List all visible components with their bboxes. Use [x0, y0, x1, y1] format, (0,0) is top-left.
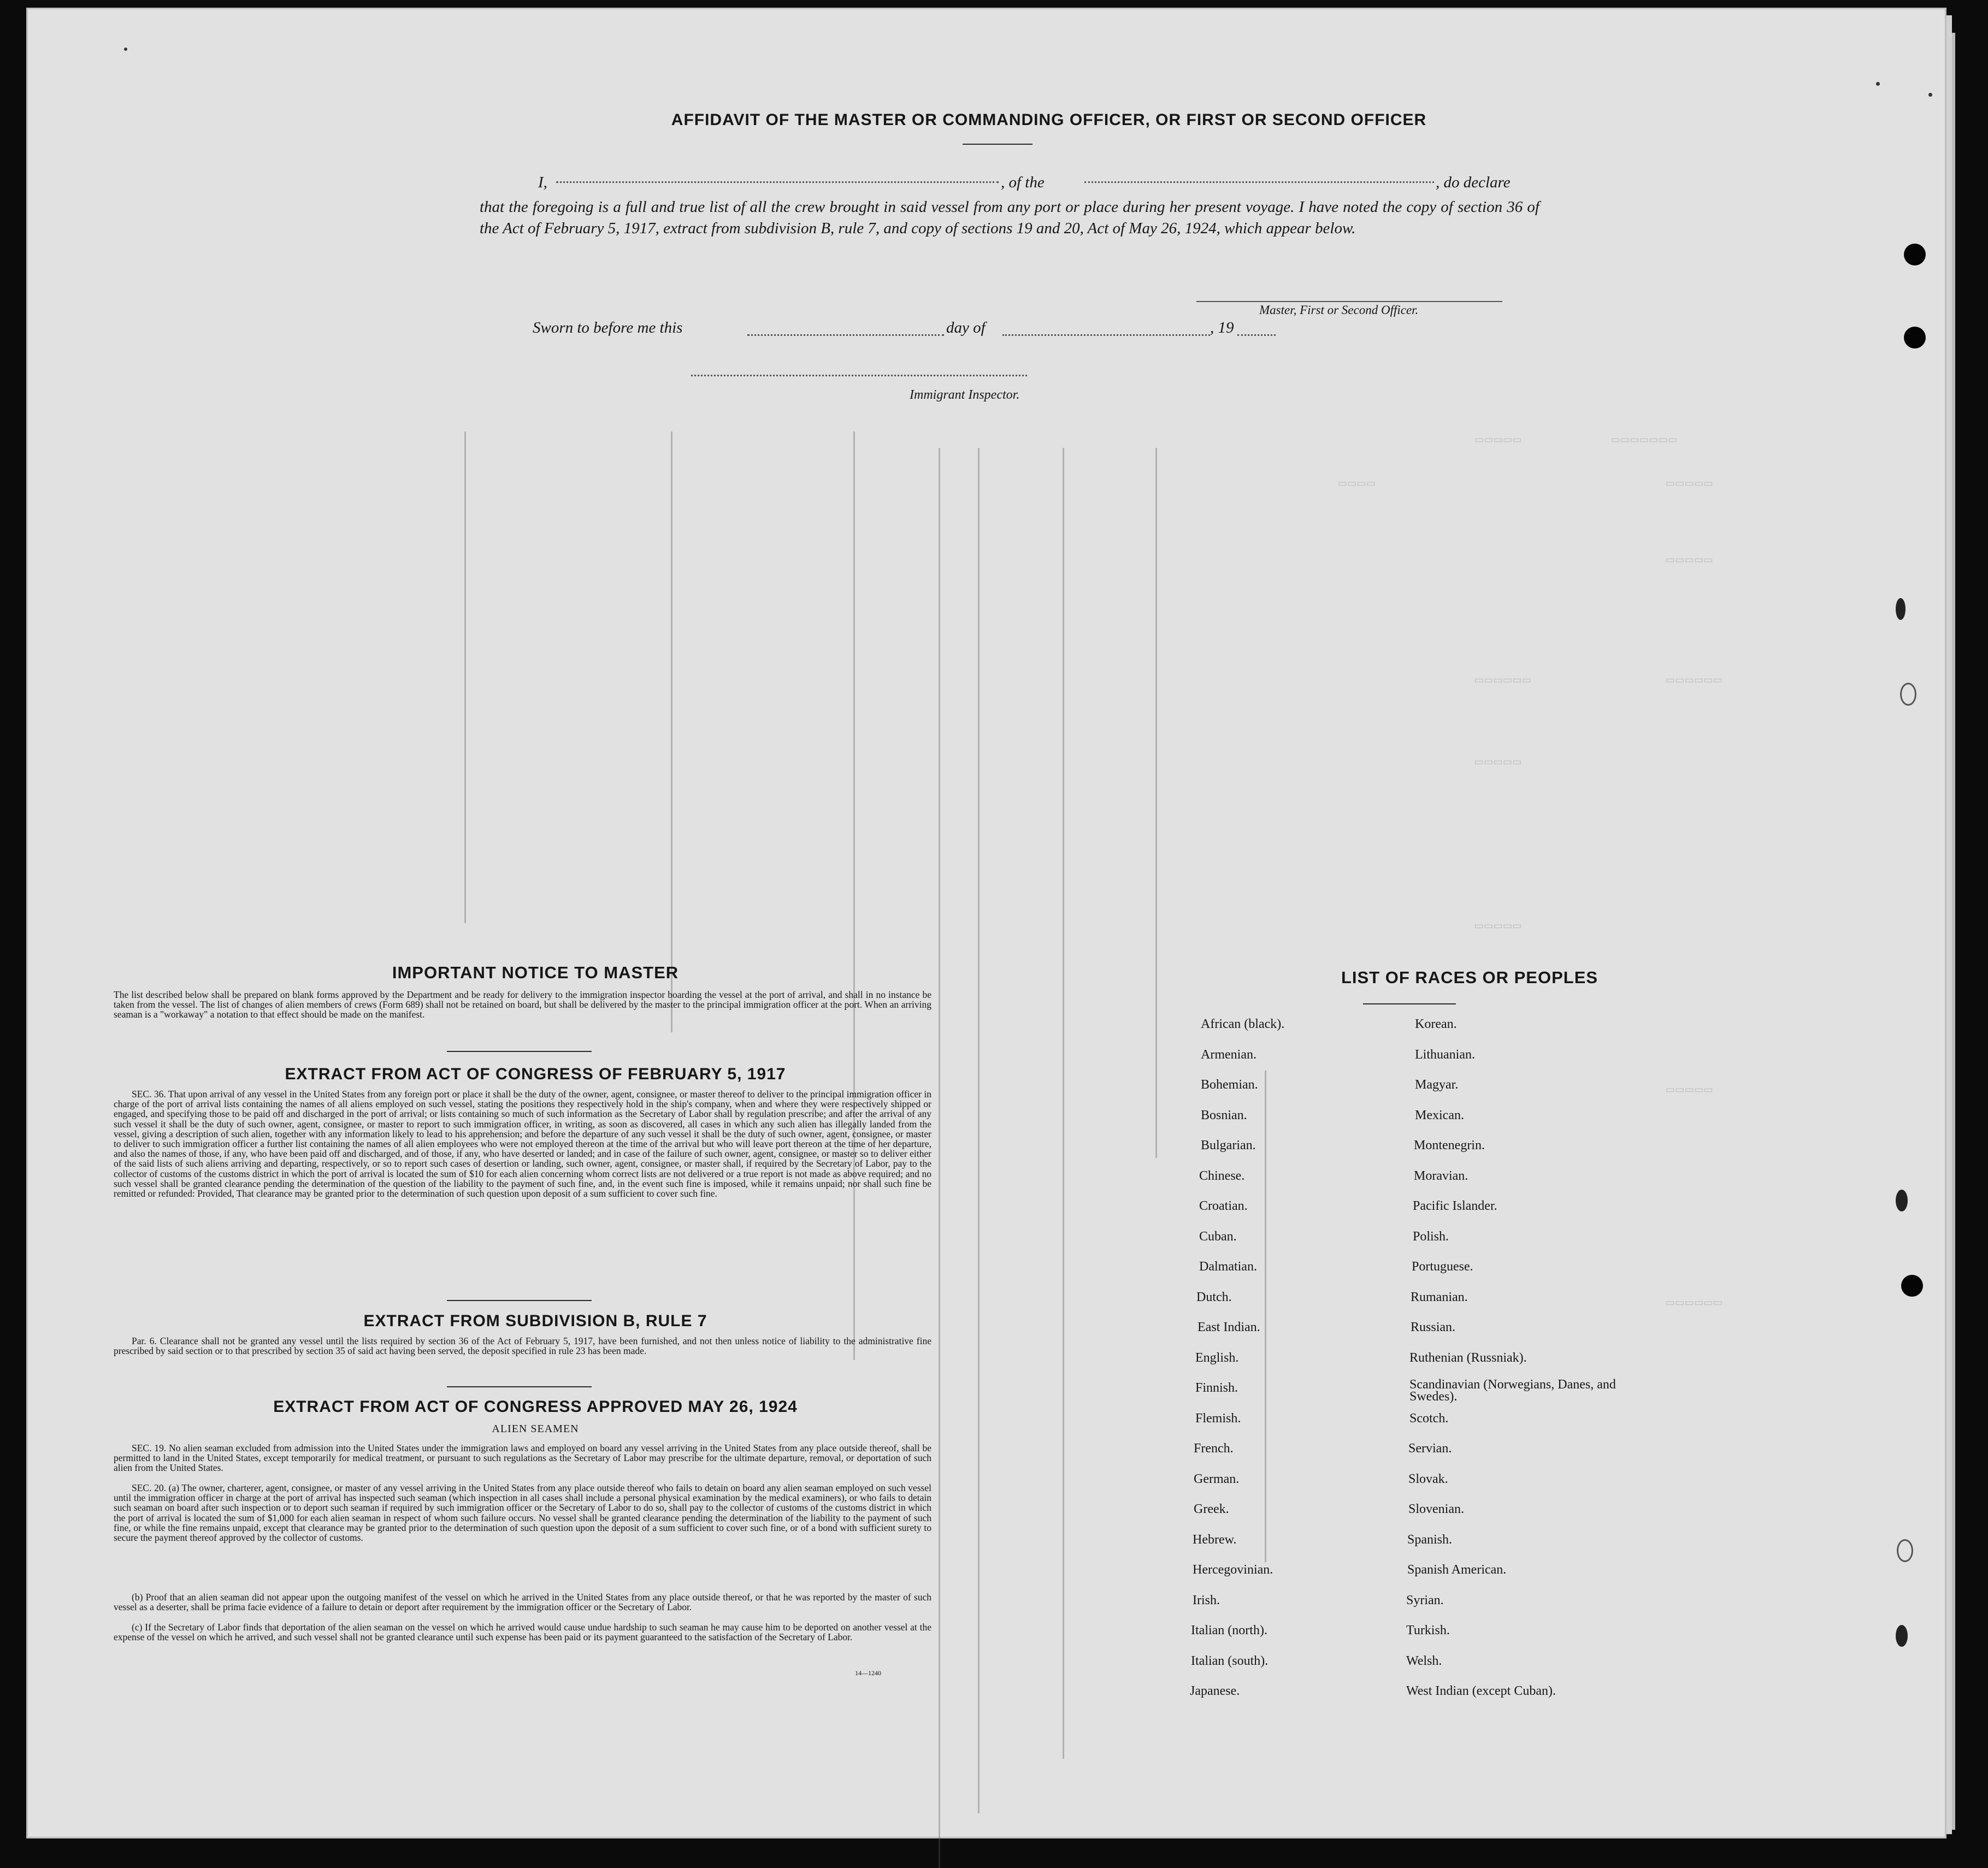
- section-rule: [447, 1386, 592, 1387]
- race-item: Syrian.: [1406, 1593, 1444, 1607]
- race-item: Scandinavian (Norwegians, Danes, and Swedes).: [1409, 1378, 1616, 1404]
- race-item: Bosnian.: [1201, 1108, 1247, 1122]
- bleed-text: ▭▭▭▭▭▭: [1666, 1294, 1724, 1310]
- bleed-text: ▭▭▭▭▭▭: [1666, 672, 1724, 687]
- bleed-text: ▭▭▭▭▭▭: [1475, 672, 1532, 687]
- bleed-text: ▭▭▭▭▭: [1666, 552, 1714, 567]
- notice-title: IMPORTANT NOTICE TO MASTER: [392, 963, 679, 982]
- race-item: Italian (north).: [1191, 1623, 1267, 1638]
- form-number: 14—1240: [855, 1669, 881, 1677]
- binder-hole: [1901, 1275, 1923, 1297]
- race-item: Polish.: [1413, 1229, 1449, 1244]
- bleed-line: [1063, 448, 1064, 1759]
- race-item: Japanese.: [1190, 1684, 1240, 1698]
- bleed-text: ▭▭▭▭▭: [1475, 431, 1523, 447]
- race-item: Scotch.: [1409, 1411, 1449, 1426]
- extract-1924-sec20a: SEC. 20. (a) The owner, charterer, agent, consignee, or master of any vessel arriving in the United States from any place outside thereof who fails to detain on board any alien seaman employed on such vessel until the immigration officer in charge at the port of arrival has inspected such seaman (which inspection in all cases shall include a personal physical examination by the medical examiners), or who fails to detain such seaman on board after such inspection or to deport such seaman if required by such immigration officer or the Secretary of Labor to do so, shall pay to the collector of customs of the customs district in which the port of arrival is located the sum of $1,000 for each alien seaman in respect of whom such failure occurs. No vessel shall be granted clearance pending the determination of the liability to the payment of such fine, or while the fine remains unpaid, except that clearance may be granted prior to the determination of such question upon the deposit of a sum sufficient to cover such fine, or of a bond with sufficient surety to secure the payment thereof approved by the collector of customs.: [114, 1482, 931, 1544]
- race-item: West Indian (except Cuban).: [1406, 1684, 1556, 1698]
- race-item: Cuban.: [1199, 1229, 1237, 1244]
- race-item: Mexican.: [1415, 1108, 1464, 1122]
- affidavit-body: that the foregoing is a full and true list of all the crew brought in said vessel from any port or place during her present voyage. I have noted the copy of section 36 of the Act of February 5, 1917, extract from subdivision B, rule 7, and copy of sections 19 and 20, Act of May 26, 1924, which appear below.: [480, 198, 1539, 237]
- race-item: Chinese.: [1199, 1168, 1245, 1183]
- extract-1924-sec20b: (b) Proof that an alien seaman did not appear upon the outgoing manifest of the vessel on which he arrived in the United States from any place outside thereof, or that he was reported by the master of such vessel as a deserter, shall be prima facie evidence of a failure to detain or deport after requirement by the immigration officer or the Secretary of Labor.: [114, 1592, 931, 1613]
- race-item: English.: [1195, 1350, 1239, 1365]
- binder-hole: [1896, 1625, 1908, 1647]
- binder-hole: [1897, 1539, 1913, 1562]
- race-item: African (black).: [1201, 1017, 1285, 1031]
- bleed-line: [1155, 448, 1157, 1158]
- notice-text: The list described below shall be prepared on blank forms approved by the Department and be ready for delivery to the immigration inspector boarding the vessel at the port of arrival, and shall in no instance be taken from the vessel. The list of changes of alien members of crews (Form 689) shall not be retained on board, but shall be delivered by the master to the principal immigration officer at the port. When an arriving seaman is a "workaway" a notation to that effect should be made on the manifest.: [114, 989, 931, 1020]
- race-item: Ruthenian (Russniak).: [1409, 1350, 1527, 1365]
- race-item: Spanish.: [1407, 1532, 1453, 1547]
- page-edge-back: [1952, 33, 1955, 1830]
- inspector-signature-blank[interactable]: [691, 375, 1027, 376]
- race-item: German.: [1194, 1471, 1240, 1486]
- extract-1917-title: EXTRACT FROM ACT OF CONGRESS OF FEBRUARY 5, 1917: [285, 1065, 786, 1083]
- sworn-prefix: Sworn to before me this: [533, 319, 683, 336]
- bleed-line: [939, 448, 940, 1868]
- officer-name-blank[interactable]: [556, 181, 999, 183]
- signature-line[interactable]: [1196, 301, 1502, 302]
- race-item: Welsh.: [1406, 1653, 1442, 1668]
- bleed-text: ▭▭▭▭▭▭▭: [1612, 431, 1679, 447]
- bleed-text: ▭▭▭▭▭: [1475, 918, 1523, 933]
- sworn-month-blank[interactable]: [1002, 334, 1210, 336]
- title-rule: [963, 144, 1033, 145]
- race-item: Croatian.: [1199, 1199, 1248, 1213]
- bleed-line: [671, 431, 673, 1032]
- extract-1924-sec20c: (c) If the Secretary of Labor finds that deportation of the alien seaman on the vessel on which he arrived would cause undue hardship to such seaman he may cause him to be deported on another vessel at the expense of the vessel on which he arrived, and such vessel shall not be granted clearance until such expense has been paid or its payment guaranteed to the satisfaction of the Secretary of Labor.: [114, 1622, 931, 1643]
- extract-1924-subtitle: ALIEN SEAMEN: [492, 1423, 579, 1435]
- race-item: Korean.: [1415, 1017, 1457, 1031]
- race-item: Servian.: [1408, 1441, 1452, 1456]
- affidavit-line-i: I,: [538, 174, 547, 191]
- sworn-year: , 19: [1210, 319, 1234, 336]
- race-item: Pacific Islander.: [1413, 1199, 1497, 1213]
- race-item: Magyar.: [1415, 1078, 1459, 1092]
- binder-hole: [1900, 683, 1916, 706]
- bleed-line: [1265, 1071, 1266, 1562]
- binder-hole: [1904, 327, 1926, 348]
- race-item: Italian (south).: [1191, 1653, 1269, 1668]
- race-item: Bohemian.: [1201, 1078, 1258, 1092]
- bleed-line: [853, 431, 855, 1360]
- race-item: East Indian.: [1197, 1320, 1260, 1334]
- races-title-rule: [1363, 1003, 1456, 1004]
- race-item: Lithuanian.: [1415, 1047, 1475, 1062]
- race-item: Slovak.: [1408, 1471, 1448, 1486]
- race-item: French.: [1194, 1441, 1234, 1456]
- signer-label: Master, First or Second Officer.: [1259, 303, 1419, 317]
- speck: [1876, 82, 1880, 86]
- inspector-label: Immigrant Inspector.: [910, 388, 1020, 402]
- race-item: Spanish American.: [1407, 1563, 1507, 1577]
- race-item: Russian.: [1411, 1320, 1456, 1334]
- sworn-day-blank[interactable]: [747, 334, 944, 336]
- race-item: Dutch.: [1196, 1290, 1232, 1304]
- race-item: Dalmatian.: [1199, 1260, 1257, 1274]
- extract-rule7-title: EXTRACT FROM SUBDIVISION B, RULE 7: [363, 1312, 707, 1330]
- race-item: Portuguese.: [1412, 1260, 1473, 1274]
- bleed-line: [978, 448, 980, 1813]
- extract-1917-text: SEC. 36. That upon arrival of any vessel in the United States from any foreign port or place it shall be the duty of the owner, agent, consignee, or master thereof to deliver to the principal immigration officer in charge of the port of arrival lists containing the names of all aliens employed on such vessel, stating the positions they respectively hold in the ship's company, when and where they were respectively shipped or engaged, and specifying those to be paid off and discharged in the port of arrival; or lists containing so much of such information as the Secretary of Labor shall by regulation prescribe; and after the arrival of any such vessel it shall be the duty of such owner, agent, consignee, or master to report to such immigration officer, in writing, as soon as discovered, all cases in which any such alien has illegally landed from the vessel, giving a description of such alien, together with any information likely to lead to his apprehension; and before the departure of any such vessel it shall be the duty of such owner, agent, consignee, or master to deliver to such immigration officer a further list containing the names of all alien employees who were not employed thereon at the time of the arrival but who will leave port thereon at the time of her departure, and also the names of those, if any, who have been paid off and discharged, and of those, if any, who have deserted or landed; and in case of the failure of such owner, agent, consignee, or master so to deliver either of the said lists of such aliens arriving and departing, respectively, or so to report such cases of desertion or landing, such owner, agent, consignee, or master shall, if required by the Secretary of Labor, pay to the collector of customs of the customs district in which the port of arrival is located the sum of $10 for each alien concerning whom correct lists are not delivered or a true report is not made as above required; and no such vessel shall be granted clearance pending the determination of the question of the liability to the payment of such fine, and, in the event such fine is imposed, while it remains unpaid; nor shall such fine be remitted or refunded: Provided, That clearance may be granted prior to the determination of such question upon deposit of a sum sufficient to cover such fine.: [114, 1089, 931, 1199]
- speck: [1928, 93, 1932, 97]
- bleed-line: [464, 431, 466, 923]
- extract-1924-sec19: SEC. 19. No alien seaman excluded from admission into the United States under the immigration laws and employed on board any vessel arriving in the United States from any place outside thereof, shall be permitted to land in the United States, except temporarily for medical treatment, or pursuant to such regulations as the Secretary of Labor may prescribe for the ultimate departure, removal, or deportation of such alien from the United States.: [114, 1443, 931, 1474]
- race-item: Bulgarian.: [1201, 1138, 1256, 1152]
- sworn-day-of: day of: [946, 319, 986, 336]
- document-page: [26, 8, 1946, 1839]
- bleed-text: ▭▭▭▭▭: [1666, 475, 1714, 490]
- page-edge: [1946, 15, 1952, 1834]
- races-title: LIST OF RACES OR PEOPLES: [1341, 968, 1598, 987]
- affidavit-line-declare: , do declare: [1436, 174, 1511, 191]
- sworn-year-blank[interactable]: [1237, 334, 1276, 336]
- race-item: Greek.: [1194, 1502, 1229, 1516]
- extract-rule7-text: Par. 6. Clearance shall not be granted any vessel until the lists required by section 36 of the Act of February 5, 1917, have been furnished, and not then unless notice of liability to the administrative fine prescribed by said section or to that prescribed by section 35 of said act having been served, the deposit specified in rule 23 has been made.: [114, 1335, 931, 1357]
- extract-1924-title: EXTRACT FROM ACT OF CONGRESS APPROVED MAY 26, 1924: [273, 1398, 798, 1416]
- binder-hole: [1896, 1190, 1908, 1211]
- race-item: Hebrew.: [1193, 1532, 1237, 1547]
- affidavit-title: AFFIDAVIT OF THE MASTER OR COMMANDING OFFICER, OR FIRST OR SECOND OFFICER: [671, 111, 1427, 129]
- race-item: Rumanian.: [1411, 1290, 1468, 1304]
- race-item: Flemish.: [1195, 1411, 1241, 1426]
- bleed-text: ▭▭▭▭▭: [1666, 1081, 1714, 1097]
- vessel-name-blank[interactable]: [1084, 181, 1434, 183]
- section-rule: [447, 1300, 592, 1301]
- speck: [124, 48, 127, 51]
- section-rule: [447, 1051, 592, 1052]
- race-item: Turkish.: [1406, 1623, 1450, 1638]
- affidavit-line-of-the: , of the: [1001, 174, 1045, 191]
- race-item: Irish.: [1193, 1593, 1220, 1607]
- race-item: Armenian.: [1201, 1047, 1256, 1062]
- race-item: Hercegovinian.: [1193, 1563, 1273, 1577]
- race-item: Montenegrin.: [1414, 1138, 1485, 1152]
- bleed-text: ▭▭▭▭: [1338, 475, 1377, 490]
- race-item: Slovenian.: [1408, 1502, 1464, 1516]
- bleed-text: ▭▭▭▭▭: [1475, 754, 1523, 769]
- binder-hole: [1904, 244, 1926, 265]
- race-item: Finnish.: [1195, 1381, 1238, 1395]
- binder-hole: [1896, 598, 1906, 620]
- race-item: Moravian.: [1414, 1168, 1468, 1183]
